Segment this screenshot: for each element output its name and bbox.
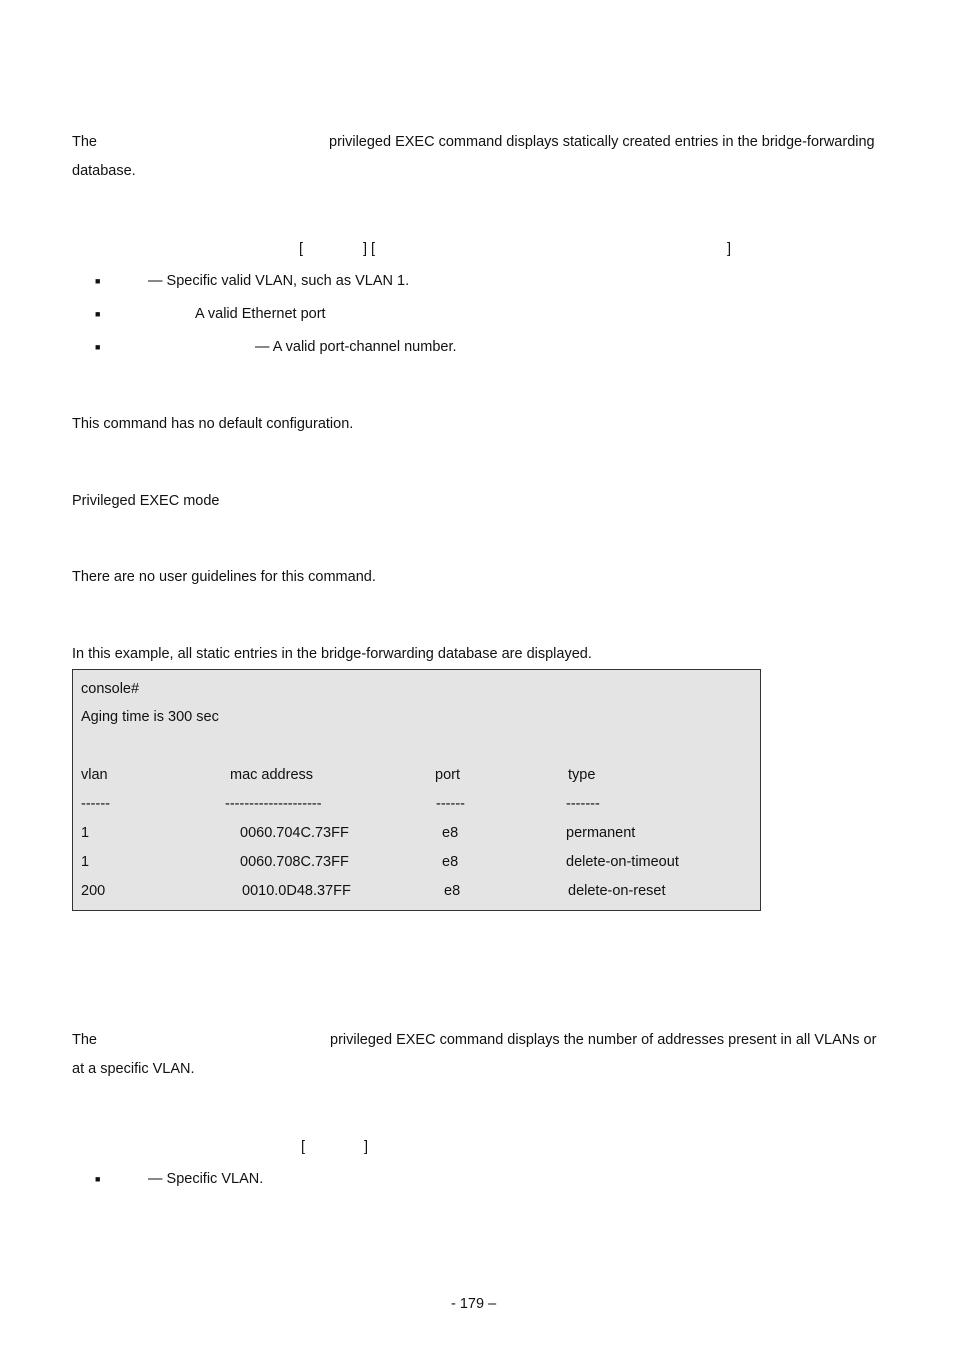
intro-line2: database. [72, 163, 136, 179]
section2-intro-line2: at a specific VLAN. [72, 1061, 195, 1077]
bullet-icon: ■ [95, 309, 101, 319]
row-1-type: permanent [566, 825, 636, 841]
separator-vlan: ------ [81, 796, 110, 812]
intro-the: The [72, 134, 97, 150]
row-1-port: e8 [442, 825, 459, 841]
separator-type: ------- [566, 796, 600, 812]
param-port-channel: — A valid port-channel number. [255, 339, 457, 355]
section2-syntax-bracket-open: [ [301, 1139, 306, 1155]
page-number: - 179 – [451, 1296, 497, 1312]
console-prompt: console# [81, 681, 140, 697]
command-mode-text: Privileged EXEC mode [72, 493, 220, 509]
header-mac-address: mac address [230, 767, 314, 783]
separator-mac: -------------------- [225, 796, 322, 812]
default-config-text: This command has no default configuration. [72, 416, 354, 432]
aging-time-line: Aging time is 300 sec [81, 709, 219, 725]
bullet-icon: ■ [95, 342, 101, 352]
syntax-bracket-close: ] [727, 241, 732, 257]
section2-intro-the: The [72, 1032, 97, 1048]
bullet-icon: ■ [95, 1174, 101, 1184]
syntax-bracket-mid: ] [ [363, 241, 376, 257]
user-guidelines-text: There are no user guidelines for this command. [72, 569, 376, 585]
separator-port: ------ [436, 796, 465, 812]
param-ethernet: A valid Ethernet port [195, 306, 326, 322]
example-intro-text: In this example, all static entries in the bridge-forwarding database are displayed. [72, 646, 592, 662]
row-2-type: delete-on-timeout [566, 854, 679, 870]
row-3-port: e8 [444, 883, 461, 899]
row-2-port: e8 [442, 854, 459, 870]
row-2-mac: 0060.708C.73FF [240, 854, 349, 870]
row-2-vlan: 1 [81, 854, 90, 870]
header-type: type [568, 767, 596, 783]
row-3-mac: 0010.0D48.37FF [242, 883, 351, 899]
console-example-box [72, 669, 761, 911]
row-1-mac: 0060.704C.73FF [240, 825, 349, 841]
param-vlan: — Specific valid VLAN, such as VLAN 1. [148, 273, 410, 289]
header-vlan: vlan [81, 767, 108, 783]
row-3-vlan: 200 [81, 883, 106, 899]
row-1-vlan: 1 [81, 825, 90, 841]
intro-description: privileged EXEC command displays statically created entries in the bridge-forwarding [329, 134, 875, 150]
bullet-icon: ■ [95, 276, 101, 286]
section2-intro-description: privileged EXEC command displays the number of addresses present in all VLANs or [330, 1032, 877, 1048]
syntax-bracket-open: [ [299, 241, 304, 257]
section2-param-vlan: — Specific VLAN. [148, 1171, 264, 1187]
header-port: port [435, 767, 460, 783]
section2-syntax-bracket-close: ] [364, 1139, 369, 1155]
row-3-type: delete-on-reset [568, 883, 666, 899]
